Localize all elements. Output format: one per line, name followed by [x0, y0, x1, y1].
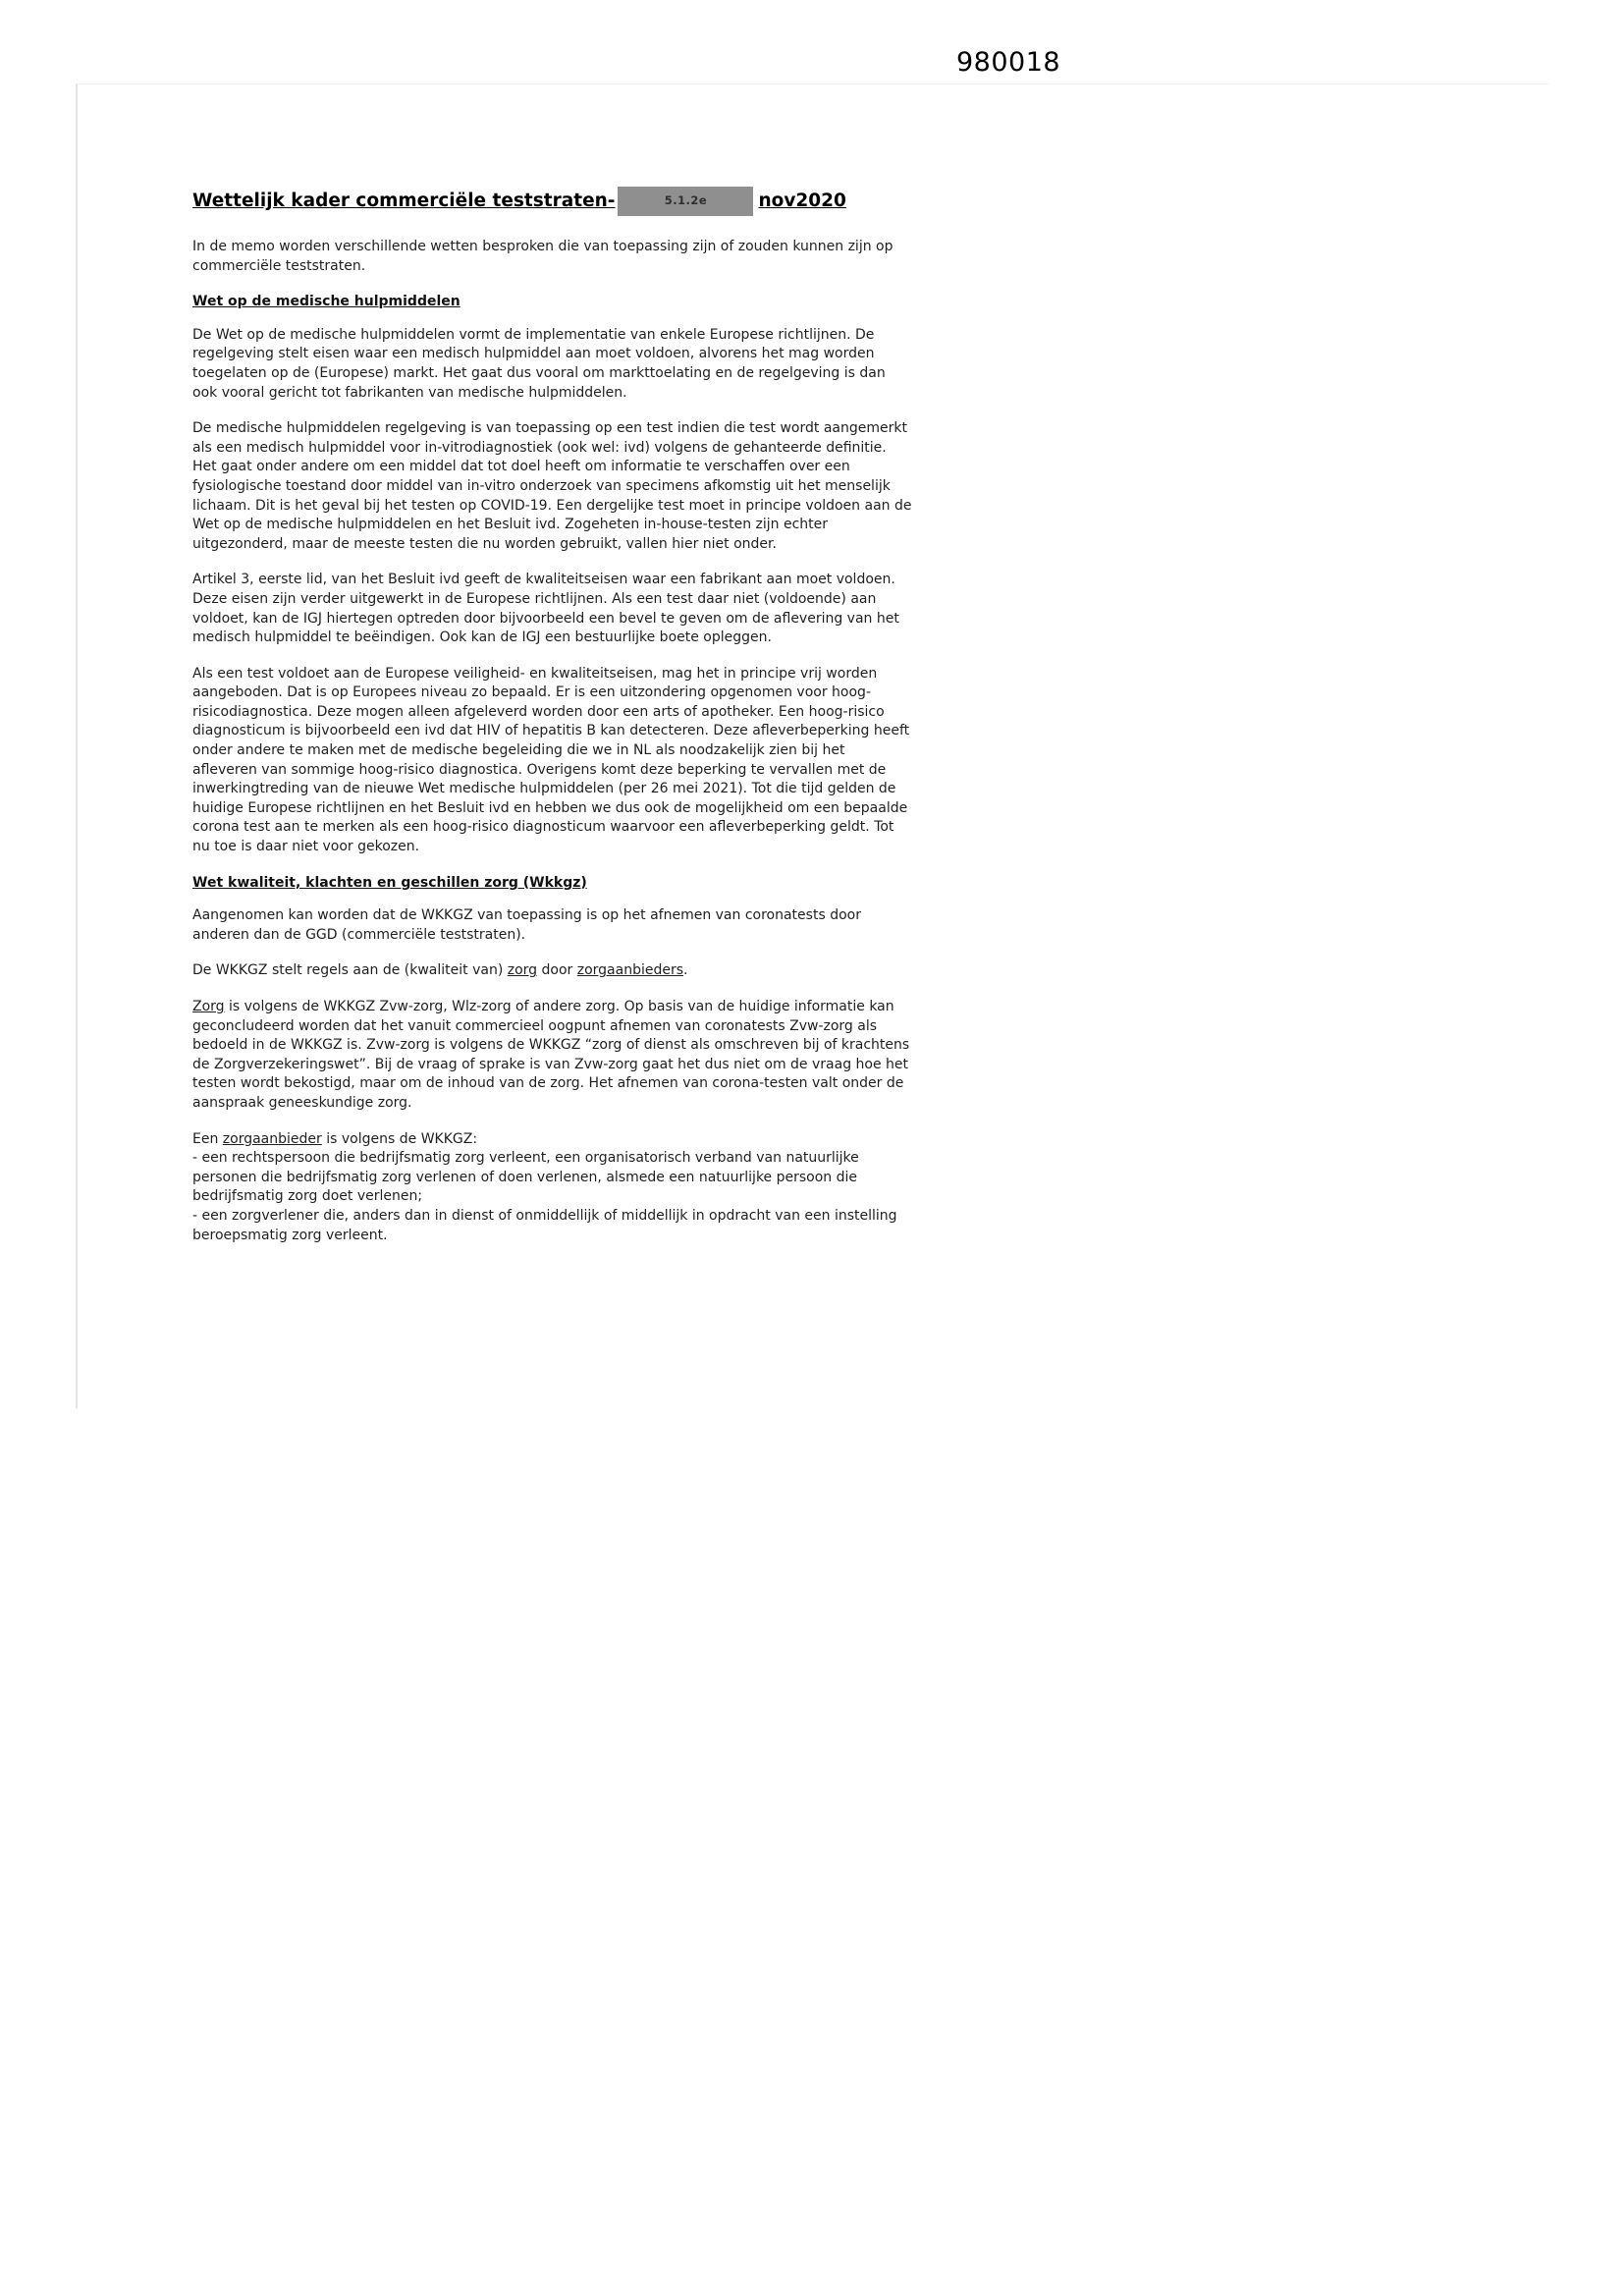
paragraph-wmh-3: Artikel 3, eerste lid, van het Besluit ivd geeft de kwaliteitseisen waar een fabrikant aan moet voldoen. Deze eisen zijn verder uitgewerkt in de Europese richtlijnen. Als een test daar niet (voldoende) aan voldoet, kan de IGJ hiertegen optreden door bijvoorbeeld een bevel te geven om de aflevering van het medisch hulpmiddel te beëindigen. Ook kan de IGJ een bestuurlijke boete opleggen.	[192, 572, 899, 646]
text-segment: .	[683, 962, 688, 979]
redaction-box	[618, 187, 753, 216]
paragraph-wkkgz-2	[192, 961, 913, 981]
title-prefix: Wettelijk kader commerciële teststraten-	[192, 191, 616, 212]
paragraph-wmh-4: Als een test voldoet aan de Europese veiligheid- en kwaliteitseisen, mag het in principe vrij worden aangeboden. Dat is op Europees niveau zo bepaald. Er is een uitzondering opgenomen voor hoog-risicodiagnostica. Deze mogen alleen afgeleverd worden door een arts of apotheker. Een hoog-risico diagnosticum is bijvoorbeeld een ivd dat HIV of hepatitis B kan detecteren. Deze afleverbeperking heeft onder andere te maken met de medische begeleiding die we in NL als noodzakelijk zien bij het afleveren van sommige hoog-risico diagnostica. Overigens komt deze beperking te vervallen met de inwerkingtreding van de nieuwe Wet medische hulpmiddelen (per 26 mei 2021). Tot die tijd gelden de huidige Europese richtlijnen en het Besluit ivd en hebben we dus ook de mogelijkheid om een bepaalde corona test aan te merken als een hoog-risico diagnosticum waarvoor een afleverbeperking geldt. Tot nu toe is daar niet voor gekozen.	[192, 665, 910, 855]
text-segment: is volgens de WKKGZ Zvw-zorg, Wlz-zorg of andere zorg. Op basis van de huidige informatie kan geconcludeerd worden dat het vanuit commercieel oogpunt afnemen van coronatests Zvw-zorg als bedoeld in de WKKGZ is. Zvw-zorg is volgens de WKKGZ “zorg of dienst als omschreven bij of krachtens de Zorgverzekeringswet”. Bij de vraag of sprake is van Zvw-zorg gaat het dus niet om de vraag hoe het testen wordt bekostigd, maar om de inhoud van de zorg. Het afnemen van corona-testen valt onder de aanspraak geneeskundige zorg.	[192, 999, 910, 1111]
document-title	[192, 187, 913, 216]
paragraph-wmh-2: De medische hulpmiddelen regelgeving is van toepassing op een test indien die test wordt aangemerkt als een medisch hulpmiddel voor in-vitrodiagnostiek (ook wel: ivd) volgens de gehanteerde definitie. Het gaat onder andere om een middel dat tot doel heeft om informatie te verschaffen over een fysiologische toestand door middel van in-vitro onderzoek van specimens afkomstig uit het menselijk lichaam. Dit is het geval bij het testen op COVID-19. Een dergelijke test moet in principe voldoen aan de Wet op de medische hulpmiddelen en het Besluit ivd. Zogeheten in-house-testen zijn echter uitgezonderd, maar de meeste testen die nu worden gebruikt, vallen hier niet onder.	[192, 420, 912, 552]
paragraph-wkkgz-1: Aangenomen kan worden dat de WKKGZ van toepassing is op het afnemen van coronatests door anderen dan de GGD (commerciële teststraten).	[192, 907, 861, 943]
underlined-term-zorgaanbieder: zorgaanbieder	[222, 1130, 322, 1147]
underlined-term-zorgaanbieders: zorgaanbieders	[576, 962, 684, 979]
text-segment: Een	[192, 1130, 223, 1147]
underlined-term-zorg-lead: Zorg	[192, 999, 225, 1014]
definition-item-zorgverlener: - een zorgverlener die, anders dan in dienst of onmiddellijk of middellijk in opdracht van een instelling beroepsmatig zorg verleent.	[192, 1207, 897, 1243]
document-number: 980018	[956, 47, 1061, 78]
text-segment: door	[537, 962, 577, 979]
scan-edge-top	[76, 83, 1548, 84]
redaction-code-label: 5.1.2e	[664, 193, 708, 208]
definition-item-rechtspersoon: - een rechtspersoon die bedrijfsmatig zorg verleent, een organisatorisch verband van natuurlijke personen die bedrijfsmatig zorg verlenen of doen verlenen, alsmede een natuurlijke persoon die bedrijfsmatig zorg doet verlenen;	[192, 1150, 859, 1205]
text-segment: De WKKGZ stelt regels aan de (kwaliteit van)	[192, 962, 508, 979]
scan-edge-left	[76, 84, 78, 1408]
title-suffix: nov2020	[758, 191, 846, 212]
underlined-term-zorg: zorg	[507, 962, 538, 979]
paragraph-wmh-1: De Wet op de medische hulpmiddelen vormt de implementatie van enkele Europese richtlijnen. De regelgeving stelt eisen waar een medisch hulpmiddel aan moet voldoen, alvorens het mag worden toegelaten op de (Europese) markt. Het gaat dus vooral om markttoelating en de regelgeving is dan ook vooral gericht tot fabrikanten van medische hulpmiddelen.	[192, 326, 886, 401]
section-heading-medische-hulpmiddelen: Wet op de medische hulpmiddelen	[192, 294, 460, 310]
paragraph-wkkgz-3	[192, 998, 913, 1114]
text-segment: is volgens de WKKGZ:	[321, 1130, 478, 1147]
intro-paragraph: In de memo worden verschillende wetten besproken die van toepassing zijn of zouden kunnen zijn op commerciële teststraten.	[192, 239, 893, 274]
section-heading-wkkgz: Wet kwaliteit, klachten en geschillen zorg (Wkkgz)	[192, 874, 587, 891]
paragraph-wkkgz-4	[192, 1130, 913, 1246]
document-content	[192, 187, 913, 1262]
